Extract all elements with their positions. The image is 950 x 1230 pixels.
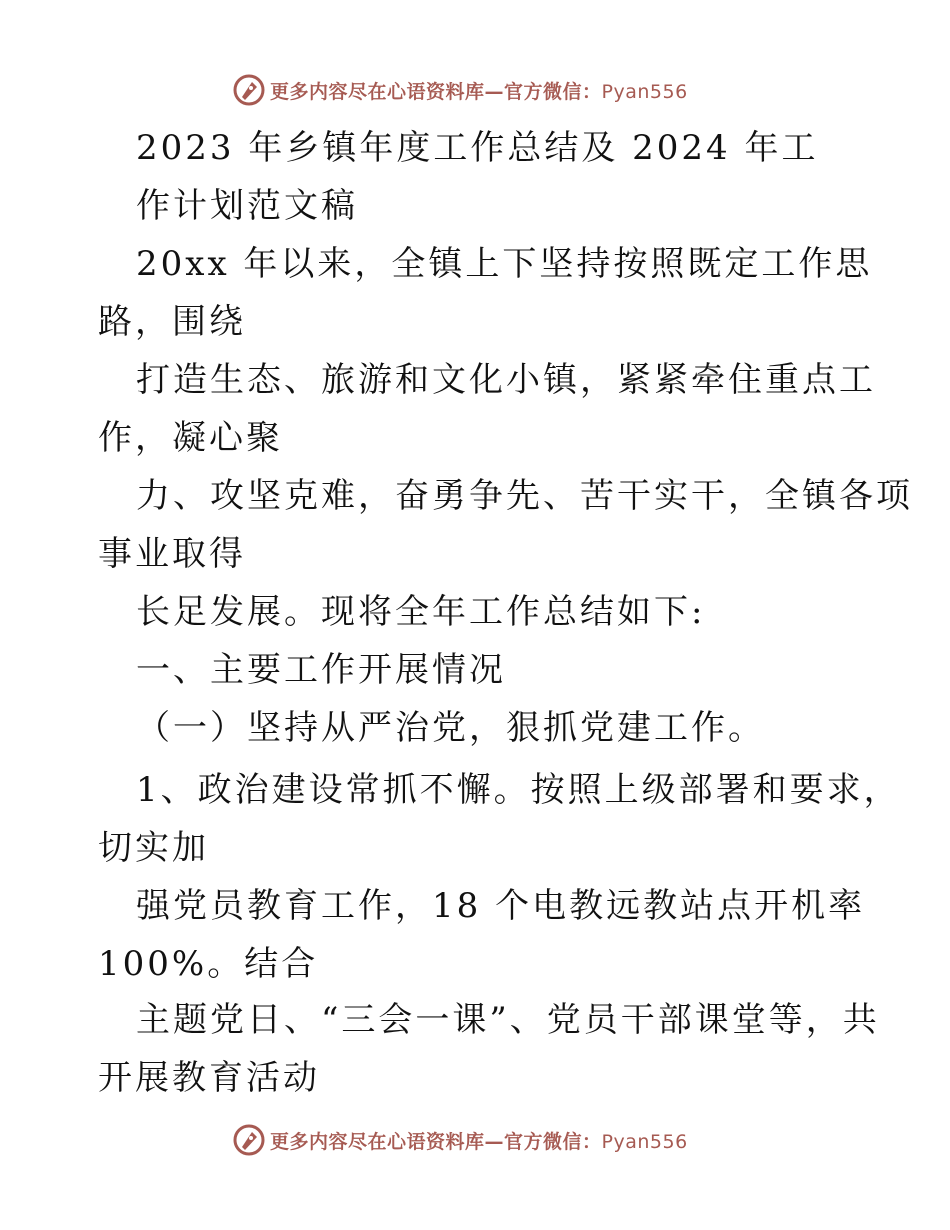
paragraph-line: 主题党日、“三会一课”、党员干部课堂等，共 [136, 1000, 880, 1040]
paragraph-line: 开展教育活动 [98, 1058, 320, 1098]
watermark-text: 更多内容尽在心语资料库—官方微信：Pyan556 [270, 80, 688, 103]
subsection-heading: （一）坚持从严治党，狠抓党建工作。 [136, 708, 765, 748]
watermark-footer [232, 1120, 752, 1160]
pen-nib-circle-icon [232, 1123, 266, 1157]
paragraph-line: 打造生态、旅游和文化小镇，紧紧牵住重点工 [136, 360, 876, 400]
paragraph-line: 长足发展。现将全年工作总结如下: [136, 592, 706, 632]
document-title-line-1: 2023 年乡镇年度工作总结及 2024 年工 [136, 128, 819, 168]
paragraph-line: 100%。结合 [98, 944, 319, 984]
paragraph-line: 作，凝心聚 [98, 418, 283, 458]
paragraph-line: 强党员教育工作，18 个电教远教站点开机率 [136, 886, 866, 926]
pen-nib-circle-icon [232, 73, 266, 107]
watermark-header [232, 70, 752, 110]
paragraph-line: 力、攻坚克难，奋勇争先、苦干实干，全镇各项 [136, 476, 913, 516]
paragraph-line: 切实加 [98, 828, 209, 868]
paragraph-line: 20xx 年以来，全镇上下坚持按照既定工作思 [136, 244, 873, 284]
paragraph-line: 1、政治建设常抓不懈。按照上级部署和要求， [136, 770, 901, 810]
paragraph-line: 路，围绕 [98, 302, 246, 342]
paragraph-line: 事业取得 [98, 534, 246, 574]
section-heading: 一、主要工作开展情况 [136, 650, 506, 690]
document-title-line-2: 作计划范文稿 [136, 186, 358, 226]
watermark-text: 更多内容尽在心语资料库—官方微信：Pyan556 [270, 1130, 688, 1153]
